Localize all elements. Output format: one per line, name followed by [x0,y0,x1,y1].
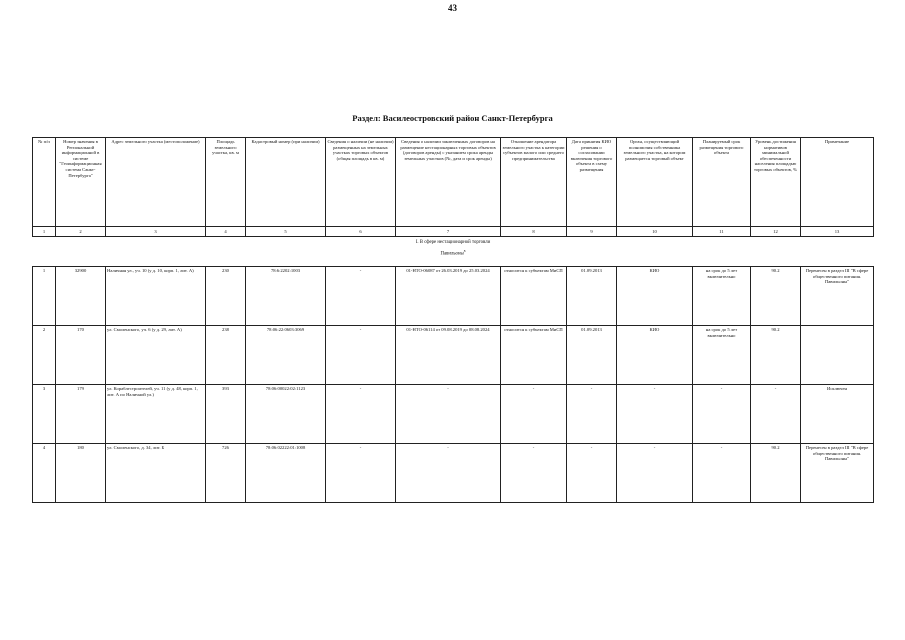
table-row [33,326,874,385]
column-header: № п/п [33,138,56,227]
provision-level-cell: 90.2 [751,267,801,326]
cadastral-number-cell: 78:06:00022:02:1123 [246,385,326,444]
address-cell: ул. Смоленского, д. 34, лит. Б [106,444,206,503]
column-number: 10 [617,227,693,237]
contract-cell: 01-НТО-06087 от 26.03.2019 до 25.03.2024 [396,267,501,326]
authority-cell: - [617,444,693,503]
column-number: 3 [106,227,206,237]
column-number: 13 [801,227,874,237]
section-title: Раздел: Василеостровский район Санкт-Петербурга [352,113,553,123]
column-header: Сведения о наличии заключенных договоров на размещение нестационарных торговых объектов (договоров аренды) с указанием срока аренды земельных участков (№, дата и срок аренды) [396,138,501,227]
column-number: 2 [56,227,106,237]
column-number: 9 [567,227,617,237]
table-row [33,267,874,326]
row-number-cell: 3 [33,385,56,444]
cadastral-number-cell: 78:06:02222:01:1008 [246,444,326,503]
column-header: Дата принятия КИО решения о согласовании включения торгового объекта в схему размещения [567,138,617,227]
column-number: 12 [751,227,801,237]
gis-number-cell: 170 [56,326,106,385]
column-number: 7 [396,227,501,237]
column-header: Номер значения в Региональной информационной в системе "Геоинформационная система Санкт-Петербурга" [56,138,106,227]
row-number-cell: 2 [33,326,56,385]
group-subtitle-wrap [34,248,873,257]
row-number-cell: 4 [33,444,56,503]
provision-level-cell: 90.2 [751,326,801,385]
tenant-category-cell: - [501,444,567,503]
address-cell: ул. Смоленского, уч. 6 (у д. 29, лит. А) [106,326,206,385]
column-number: 4 [206,227,246,237]
group-row [33,237,874,267]
decision-date-cell: 01.09.2013 [567,326,617,385]
column-header: Уровень достижения нормативов минимальной обеспеченности населения площадью торговых объектов, % [751,138,801,227]
authority-cell: - [617,385,693,444]
authority-cell: КИО [617,326,693,385]
authority-cell: КИО [617,267,693,326]
table-row [33,385,874,444]
objects-cell: - [326,267,396,326]
area-cell: 238 [206,326,246,385]
decision-date-cell: - [567,385,617,444]
column-number: 8 [501,227,567,237]
column-header: Сведения о наличии (не наличии) размещенных на земельных участках торговых объектов (общая площадь в кв. м) [326,138,396,227]
cadastral-number-cell: 78:06:22:0603:3069 [246,326,326,385]
column-number: 1 [33,227,56,237]
column-header: Примечание [801,138,874,227]
table-row [33,444,874,503]
planned-term-cell: на срок до 5 лет включительно [693,267,751,326]
column-header: Кадастровый номер (при наличии) [246,138,326,227]
planned-term-cell: на срок до 5 лет включительно [693,326,751,385]
column-header: Планируемый срок размещения торгового объекта [693,138,751,227]
note-cell: Перенесен в раздел III "В сфере общественного питания. Павильоны" [801,267,874,326]
group-title: I. В сфере нестационарной торговли [415,240,491,245]
tenant-category-cell: относится к субъектам МиСП [501,326,567,385]
note-cell [801,326,874,385]
objects-cell: - [326,385,396,444]
gis-number-cell: 32900 [56,267,106,326]
objects-cell: - [326,326,396,385]
area-cell: 726 [206,444,246,503]
column-header: Адрес земельного участка (местоположение) [106,138,206,227]
decision-date-cell: - [567,444,617,503]
column-number: 11 [693,227,751,237]
column-number: 5 [246,227,326,237]
header-row [33,138,874,227]
planned-term-cell: - [693,444,751,503]
objects-cell: - [326,444,396,503]
provision-level-cell: - [751,385,801,444]
provision-level-cell: 90.2 [751,444,801,503]
decision-date-cell: 01.09.2013 [567,267,617,326]
contract-cell: 01-НТО-06114 от 09.08.2019 до 08.08.2024 [396,326,501,385]
row-number-cell: 1 [33,267,56,326]
page-number: 43 [448,3,457,13]
tenant-category-cell: - [501,385,567,444]
contract-cell: - [396,385,501,444]
column-number: 6 [326,227,396,237]
column-header: Отношение арендатора земельного участка к категории субъектов малого или среднего предпринимательства [501,138,567,227]
column-number-row [33,227,874,237]
footnote-marker: 8 [463,248,466,253]
note-cell: Исключен [801,385,874,444]
note-cell: Перенесен в раздел III "В сфере общественного питания. Павильоны" [801,444,874,503]
tenant-category-cell: относится к субъектам МиСП [501,267,567,326]
area-cell: 393 [206,385,246,444]
contract-cell: - [396,444,501,503]
column-header: Орган, осуществляющий полномочия собственника земельного участка, на котором размещается торговый объект [617,138,693,227]
address-cell: Наличная ул., уч. 10 (у д. 10, корп. 1, лит. А) [106,267,206,326]
group-heading [33,237,874,267]
gis-number-cell: 179 [56,385,106,444]
registry-table [32,137,874,503]
column-header: Площадь земельного участка, кв. м [206,138,246,227]
planned-term-cell: - [693,385,751,444]
group-subtitle: Павильоны [440,251,464,257]
gis-number-cell: 180 [56,444,106,503]
cadastral-number-cell: 78:6:2202:1003 [246,267,326,326]
address-cell: ул. Кораблестроителей, уч. 11 (у д. 48, корп. 1, лит. А по Наличной ул.) [106,385,206,444]
area-cell: 230 [206,267,246,326]
